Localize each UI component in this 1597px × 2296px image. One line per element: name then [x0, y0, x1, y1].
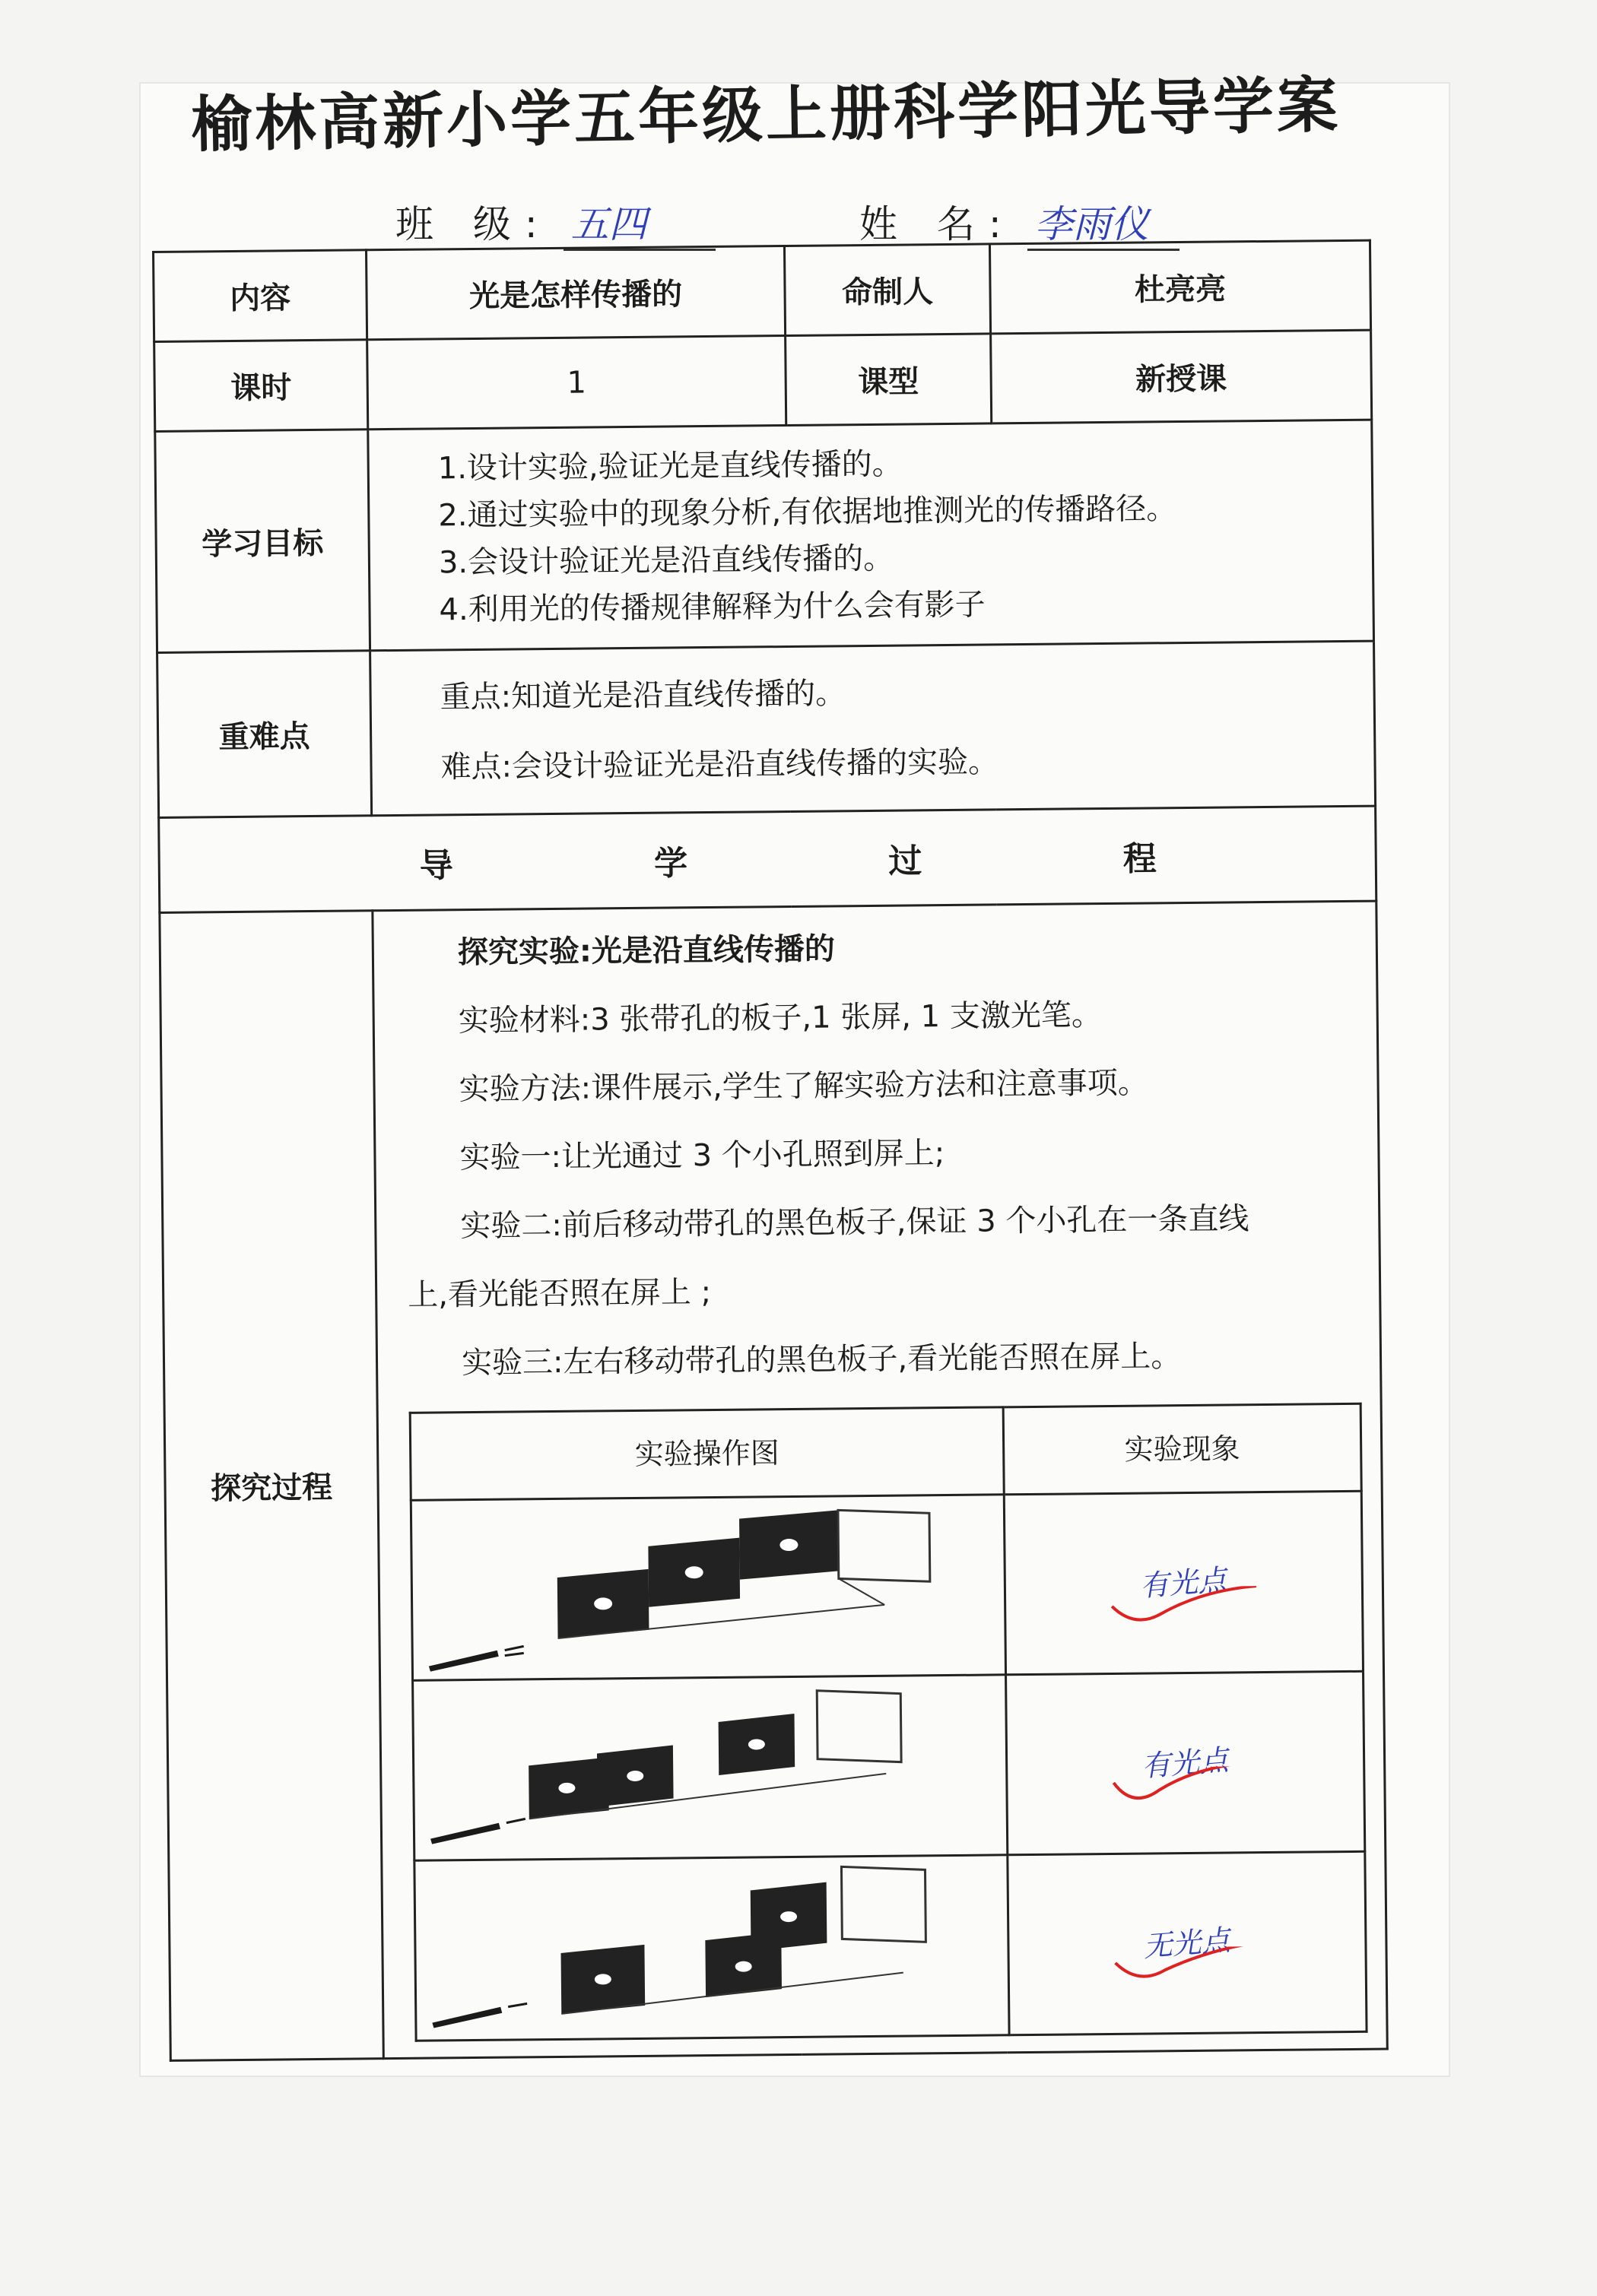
materials-text: 实验材料:3 张带孔的板子,1 张屏, 1 支激光笔。: [458, 997, 1103, 1039]
experiment-row: [413, 1671, 1365, 1860]
experiment-two-diagram: [413, 1675, 1008, 1860]
observation-one: 有光点: [1004, 1491, 1363, 1675]
goals-label: 学习目标: [155, 430, 370, 653]
checkmark-icon: [1106, 1766, 1266, 1813]
period-value: 1: [367, 336, 786, 430]
experiment-one-diagram: [411, 1495, 1005, 1680]
method-text: 实验方法:课件展示,学生了解实验方法和注意事项。: [459, 1065, 1148, 1108]
experiment-three-diagram: [414, 1855, 1009, 2041]
checkmark-icon: [1107, 1946, 1268, 1993]
name-value: 李雨仪: [1027, 194, 1179, 251]
laser-pointer-icon: [429, 1651, 499, 1672]
experiment-two-text: 实验二:前后移动带孔的黑色板子,保证 3 个小孔在一条直线: [460, 1201, 1249, 1245]
content-value: 光是怎样传播的: [367, 246, 786, 340]
screen-icon: [841, 1866, 925, 1942]
experiment-row: [414, 1851, 1367, 2041]
lesson-table: [152, 239, 1389, 2062]
period-row: [154, 330, 1372, 431]
period-label: 课时: [154, 340, 368, 432]
checkmark-icon: [1103, 1586, 1264, 1633]
key-points-label: 重难点: [157, 651, 372, 818]
guide-char: 过: [888, 842, 927, 881]
guide-char: 学: [653, 844, 693, 883]
goals-list: [368, 420, 1374, 651]
class-label: 班 级:: [395, 202, 551, 246]
name-label: 姓 名:: [859, 202, 1015, 246]
operation-diagram-header: 实验操作图: [410, 1407, 1004, 1500]
observation-three: 无光点: [1008, 1851, 1367, 2035]
key-points-text: [370, 641, 1376, 816]
guide-char: 导: [419, 846, 459, 886]
laser-pointer-icon: [430, 1823, 500, 1844]
difficulty-text: 难点:会设计验证光是沿直线传播的实验。: [440, 744, 999, 785]
class-value: 五四: [564, 194, 716, 251]
guide-header-row: [159, 806, 1376, 912]
screen-icon: [817, 1690, 901, 1763]
guide-header: [159, 806, 1376, 912]
goal-item: 4.利用光的传播规律解释为什么会有影子: [439, 587, 986, 628]
document-title: 榆林高新小学五年级上册科学阳光导学案: [190, 69, 1341, 160]
goal-item: 1.设计实验,验证光是直线传播的。: [437, 446, 903, 487]
goals-row: [155, 420, 1374, 652]
goal-item: 3.会设计验证光是沿直线传播的。: [438, 541, 894, 581]
phenomenon-header: 实验现象: [1003, 1403, 1361, 1495]
author-label: 命制人: [784, 244, 990, 336]
focus-text: 重点:知道光是沿直线传播的。: [440, 676, 846, 715]
experiment-one-text: 实验一:让光通过 3 个小孔照到屏上;: [459, 1136, 945, 1176]
guide-char: 程: [1122, 839, 1161, 879]
class-field: [395, 194, 716, 251]
experiment-row: [411, 1491, 1363, 1680]
type-label: 课型: [786, 334, 992, 426]
observation-two: 有光点: [1006, 1671, 1365, 1855]
process-row: [160, 901, 1387, 2060]
process-content: [373, 901, 1387, 2059]
experiment-title: 探究实验:光是沿直线传播的: [457, 931, 836, 971]
process-label: 探究过程: [160, 911, 383, 2061]
experiment-three-text: 实验三:左右移动带孔的黑色板子,看光能否照在屏上。: [461, 1339, 1182, 1381]
experiment-two-continued: 上,看光能否照在屏上 ;: [407, 1275, 712, 1313]
content-row: [154, 240, 1371, 341]
experiment-table-header: [410, 1403, 1361, 1500]
goal-item: 2.通过实验中的现象分析,有依据地推测光的传播路径。: [438, 491, 1177, 534]
key-points-row: [157, 641, 1376, 817]
laser-pointer-icon: [432, 2007, 502, 2028]
author-value: 杜亮亮: [989, 240, 1370, 334]
content-label: 内容: [154, 250, 367, 342]
experiment-table: [409, 1403, 1368, 2042]
type-value: 新授课: [991, 330, 1372, 423]
screen-icon: [838, 1509, 930, 1582]
